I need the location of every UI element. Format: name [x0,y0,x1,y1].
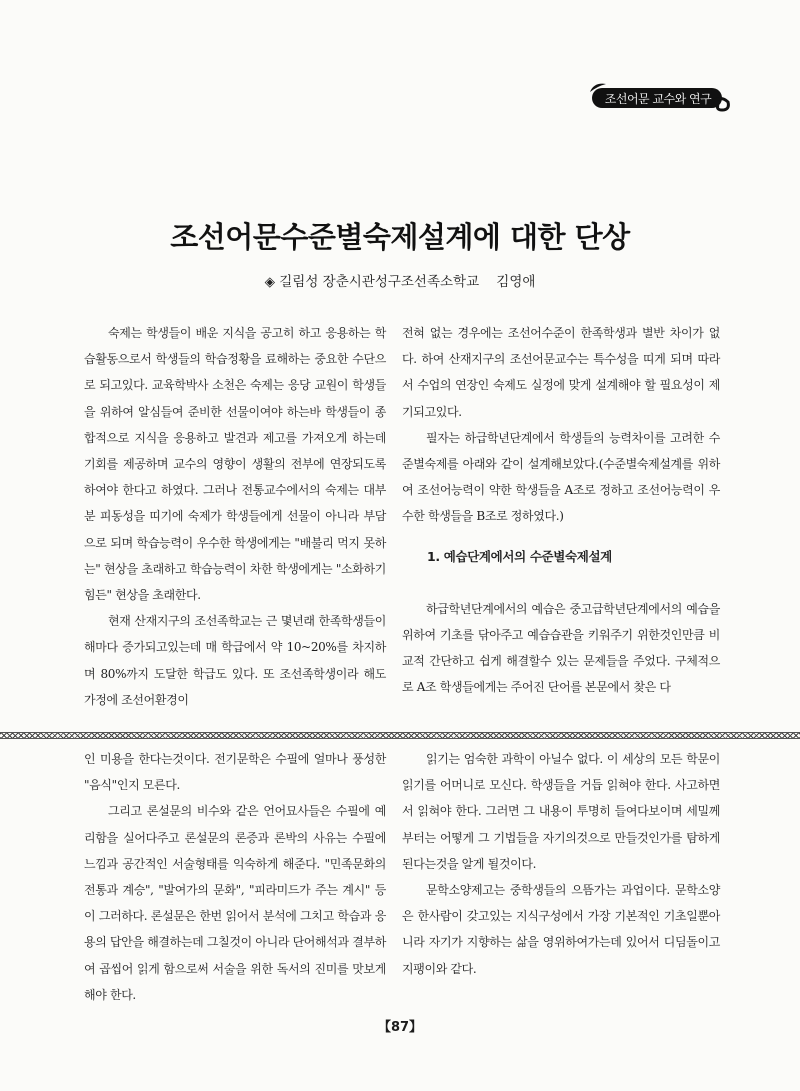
swirl-ornament-icon [708,96,732,114]
paragraph: 현재 산재지구의 조선족학교는 근 몇년래 한족학생들이 해마다 증가되고있는데 매 학급에서 약 10~20%를 차지하며 80%까지 도달한 학급도 있다. 또 조선족학생이라 해도 가정에 조선어환경이 [84,614,386,707]
article-byline: ◈ 길림성 장춘시관성구조선족소학교 김영애 [264,274,536,290]
paragraph: 문학소양제고는 중학생들의 으뜸가는 과업이다. 문학소양은 한사람이 갖고있는 지식구성에서 가장 기본적인 기초일뿐아니라 자기가 지향하는 삶을 영위하여가는데 있어서 디딤돌이고 지팽이와 같다. [402,883,720,976]
section-heading: 1. 예습단계에서의 수준별숙제설계 [427,548,612,564]
column-bottom-right [402,746,720,982]
paragraph: 그리고 론설문의 비수와 같은 언어묘사들은 수필에 예리함을 실어다주고 론설문의 론증과 론박의 사유는 수필에 느낌과 공간적인 서술형태를 익숙하게 해준다. "민족문화의 전통과 계승", "발여가의 문화", "피라미드가 주는 계시" 등이 그러하다. 론설문은 한번 읽어서 분석에 그치고 학습과 응용의 답안을 해결하는데 그칠것이 아니라 단어해석과 결부하여 곱씹어 읽게 함으로써 서술을 위한 독서의 진미를 맛보게 해야 한다. [84,804,386,1002]
paragraph: 전혀 없는 경우에는 조선어수준이 한족학생과 별반 차이가 없다. 하여 산재지구의 조선어문교수는 특수성을 띠게 되며 따라서 수업의 연장인 숙제도 실정에 맞게 설계해야 할 필요성이 제기되고있다. [402,326,720,419]
page-number: 【87】 [377,1020,423,1035]
paragraph: 숙제는 학생들이 배운 지식을 공고히 하고 응용하는 학습활동으로서 학생들의 학습정황을 료해하는 중요한 수단으로 되고있다. 교육학박사 소천은 숙제는 응당 교원이 학생들을 위하여 알심들여 준비한 선물이여야 하는바 학생들이 종합적으로 지식을 응용하고 발견과 제고를 가져오게 하는데 기회를 제공하며 교수의 영향이 생활의 전부에 연장되도록 하여야 한다고 하였다. 그러나 전통교수에서의 숙제는 대부분 피동성을 띠기에 숙제가 학생들에게 선물이 아니라 부담으로 되며 학습능력이 우수한 학생에게는 "배불리 먹지 못하는" 현상을 초래하고 학습능력이 차한 학생에게는 "소화하기 힘든" 현상을 초래한다. [84,326,386,603]
column-bottom-left [84,746,386,1008]
page-divider [0,732,800,739]
column-top-left [84,320,386,713]
paragraph: 필자는 하급학년단계에서 학생들의 능력차이를 고려한 수준별숙제를 아래와 같이 설계해보았다.(수준별숙제설계를 위하여 조선어능력이 약한 학생들을 A조로 정하고 조선어능력이 우수한 학생들을 B조로 정하였다.) [402,430,720,524]
paragraph: 인 미용을 한다는것이다. 전기문학은 수필에 얼마나 풍성한 "음식"인지 모른다. [84,752,386,793]
paragraph: 읽기는 엄숙한 과학이 아닐수 없다. 이 세상의 모든 학문이 읽기를 어머니로 모신다. 학생들을 거듭 읽혀야 한다. 사고하면서 읽혀야 한다. 그러면 그 내용이 투명히 들여다보이며 세밀께부터는 어떻게 그 기법들을 자기의것으로 만들것인가를 탐하게 된다는것을 알게 될것이다. [402,752,720,871]
section-banner [588,82,734,116]
paragraph: 하급학년단계에서의 예습은 중고급학년단계에서의 예습을 위하여 기초를 닦아주고 예습습관을 키워주기 위한것인만큼 비교적 간단하고 쉽게 해결할수 있는 문제들을 주었다. 구체적으로 A조 학생들에게는 주어진 단어를 본문에서 찾은 다 [402,601,720,695]
article-title: 조선어문수준별숙제설계에 대한 단상 [170,220,630,255]
banner-text: 조선어문 교수와 연구 [604,92,712,106]
column-top-right [402,320,720,701]
